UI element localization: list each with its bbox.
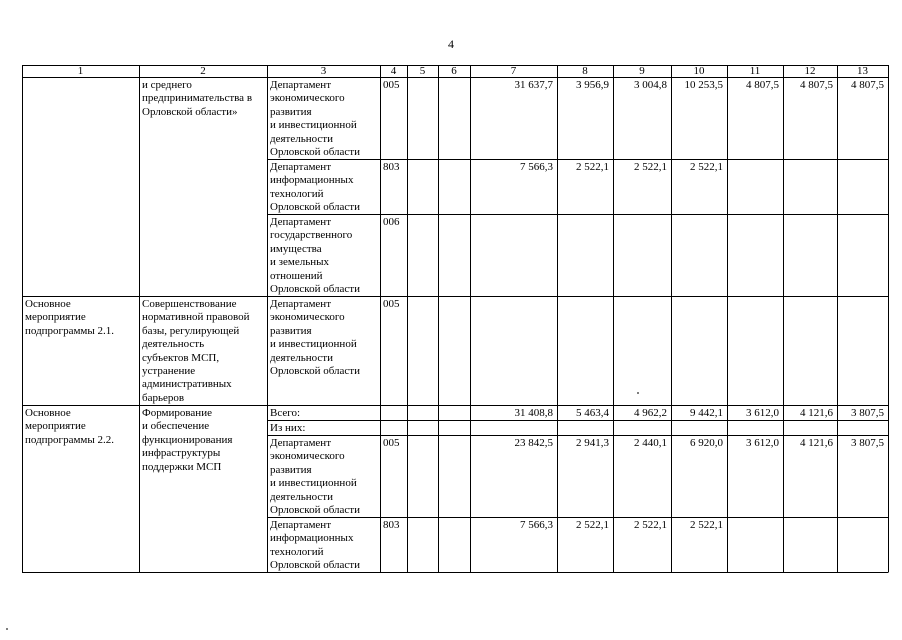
amount-cell-col13 [837,214,888,296]
amount-cell-col11: 3 612,0 [746,407,779,419]
code-cell: 803 [383,519,400,531]
header-cell-col3: 3 [320,65,327,77]
code-cell: 803 [383,161,400,173]
amount-cell-col11: 4 807,5 [746,79,779,91]
amount-cell-col12 [783,296,837,405]
col5-cell [407,420,438,435]
amount-cell-col9 [613,214,671,296]
col5-cell [407,159,438,214]
measure-name-cell [22,77,139,296]
col6-cell [438,159,470,214]
col6-cell [438,405,470,420]
amount-cell-col8 [557,296,613,405]
amount-cell-col10: 2 522,1 [690,161,723,173]
header-cell-col11: 11 [749,65,761,77]
page-number: 4 [448,37,454,51]
col6-cell [438,517,470,572]
amount-cell-col13 [837,420,888,435]
amount-cell-col8: 3 956,9 [576,79,609,91]
amount-cell-col10 [671,214,727,296]
code-cell [380,405,407,420]
amount-cell-col13: 4 807,5 [851,79,884,91]
header-cell-col5: 5 [419,65,426,77]
executor-cell: Департамент информационных технологий Орловской области [270,519,360,572]
col6-cell [438,296,470,405]
amount-cell-col13 [837,159,888,214]
amount-cell-col10: 9 442,1 [690,407,723,419]
header-cell-col12: 12 [804,65,816,77]
col5-cell [407,435,438,517]
amount-cell-col10: 2 522,1 [690,519,723,531]
amount-cell-col8 [557,214,613,296]
scan-speck [6,628,8,630]
header-cell-col2: 2 [200,65,206,77]
amount-cell-col9 [613,420,671,435]
amount-cell-col9: 4 962,2 [634,407,667,419]
amount-cell-col13 [837,296,888,405]
amount-cell-col8: 2 522,1 [576,519,609,531]
executor-cell: Департамент информационных технологий Орловской области [270,161,360,214]
header-cell-col13: 13 [857,65,868,77]
header-cell-col4: 4 [390,65,397,77]
amount-cell-col9 [613,296,671,405]
amount-cell-col11: 3 612,0 [746,437,779,449]
col6-cell [438,420,470,435]
col5-cell [407,214,438,296]
measure-description-cell: и среднего предпринимательства в Орловской области» [142,79,253,118]
executor-cell: Департамент государственного имущества и земельных отношений Орловской области [270,216,360,296]
amount-cell-col10: 10 253,5 [684,79,723,91]
amount-cell-col8: 2 941,3 [576,437,609,449]
header-cell-col9: 9 [639,65,645,77]
code-cell: 005 [383,437,400,449]
header-cell-col10: 10 [693,65,705,77]
amount-cell-col11 [727,159,783,214]
amount-cell-col13: 3 807,5 [851,407,884,419]
amount-cell-col12 [783,517,837,572]
col6-cell [438,214,470,296]
amount-cell-col7: 7 566,3 [520,161,553,173]
executor-cell: Департамент экономического развития и инвестиционной деятельности Орловской области [270,79,360,159]
amount-cell-col7: 31 408,8 [514,407,553,419]
amount-cell-col7: 31 637,7 [514,79,553,91]
executor-cell: Из них: [270,422,306,434]
measure-description-cell: Совершенствование нормативной правовой базы, регулирующей деятельность субъектов МСП, устранение административных барьеров [142,298,250,404]
amount-cell-col7: 23 842,5 [514,437,553,449]
amount-cell-col12: 4 121,6 [800,437,833,449]
amount-cell-col7: 7 566,3 [520,519,553,531]
amount-cell-col11 [727,420,783,435]
col5-cell [407,296,438,405]
amount-cell-col12: 4 121,6 [800,407,833,419]
header-cell-col1: 1 [77,65,84,77]
amount-cell-col10 [671,420,727,435]
amount-cell-col11 [727,296,783,405]
col6-cell [438,435,470,517]
executor-cell: Департамент экономического развития и инвестиционной деятельности Орловской области [270,298,360,378]
measure-description-cell: Формирование и обеспечение функционирования инфраструктуры поддержки МСП [142,407,233,473]
amount-cell-col11 [727,214,783,296]
amount-cell-col9: 2 440,1 [634,437,667,449]
amount-cell-col8 [557,420,613,435]
amount-cell-col7 [470,296,557,405]
code-cell: 005 [383,79,400,91]
code-cell: 006 [383,216,400,228]
col6-cell [438,77,470,159]
amount-cell-col9: 2 522,1 [634,519,667,531]
amount-cell-col10: 6 920,0 [690,437,723,449]
amount-cell-col12: 4 807,5 [800,79,833,91]
header-cell-col7: 7 [510,65,517,77]
col5-cell [407,77,438,159]
amount-cell-col12 [783,159,837,214]
col5-cell [407,405,438,420]
amount-cell-col8: 5 463,4 [576,407,609,419]
amount-cell-col8: 2 522,1 [576,161,609,173]
header-cell-col6: 6 [451,65,457,77]
amount-cell-col11 [727,517,783,572]
amount-cell-col7 [470,420,557,435]
measure-name-cell: Основное мероприятие подпрограммы 2.2. [25,407,115,446]
measure-name-cell: Основное мероприятие подпрограммы 2.1. [25,298,115,337]
header-cell-col8: 8 [582,65,588,77]
col5-cell [407,517,438,572]
amount-cell-col9: 3 004,8 [634,79,667,91]
amount-cell-col12 [783,420,837,435]
code-cell: 005 [383,298,400,310]
amount-cell-col13: 3 807,5 [851,437,884,449]
code-cell [380,420,407,435]
amount-cell-col9: 2 522,1 [634,161,667,173]
amount-cell-col7 [470,214,557,296]
amount-cell-col13 [837,517,888,572]
executor-cell: Всего: [270,407,301,419]
amount-cell-col12 [783,214,837,296]
amount-cell-col10 [671,296,727,405]
scan-speck [637,392,639,394]
executor-cell: Департамент экономического развития и инвестиционной деятельности Орловской области [270,437,360,517]
